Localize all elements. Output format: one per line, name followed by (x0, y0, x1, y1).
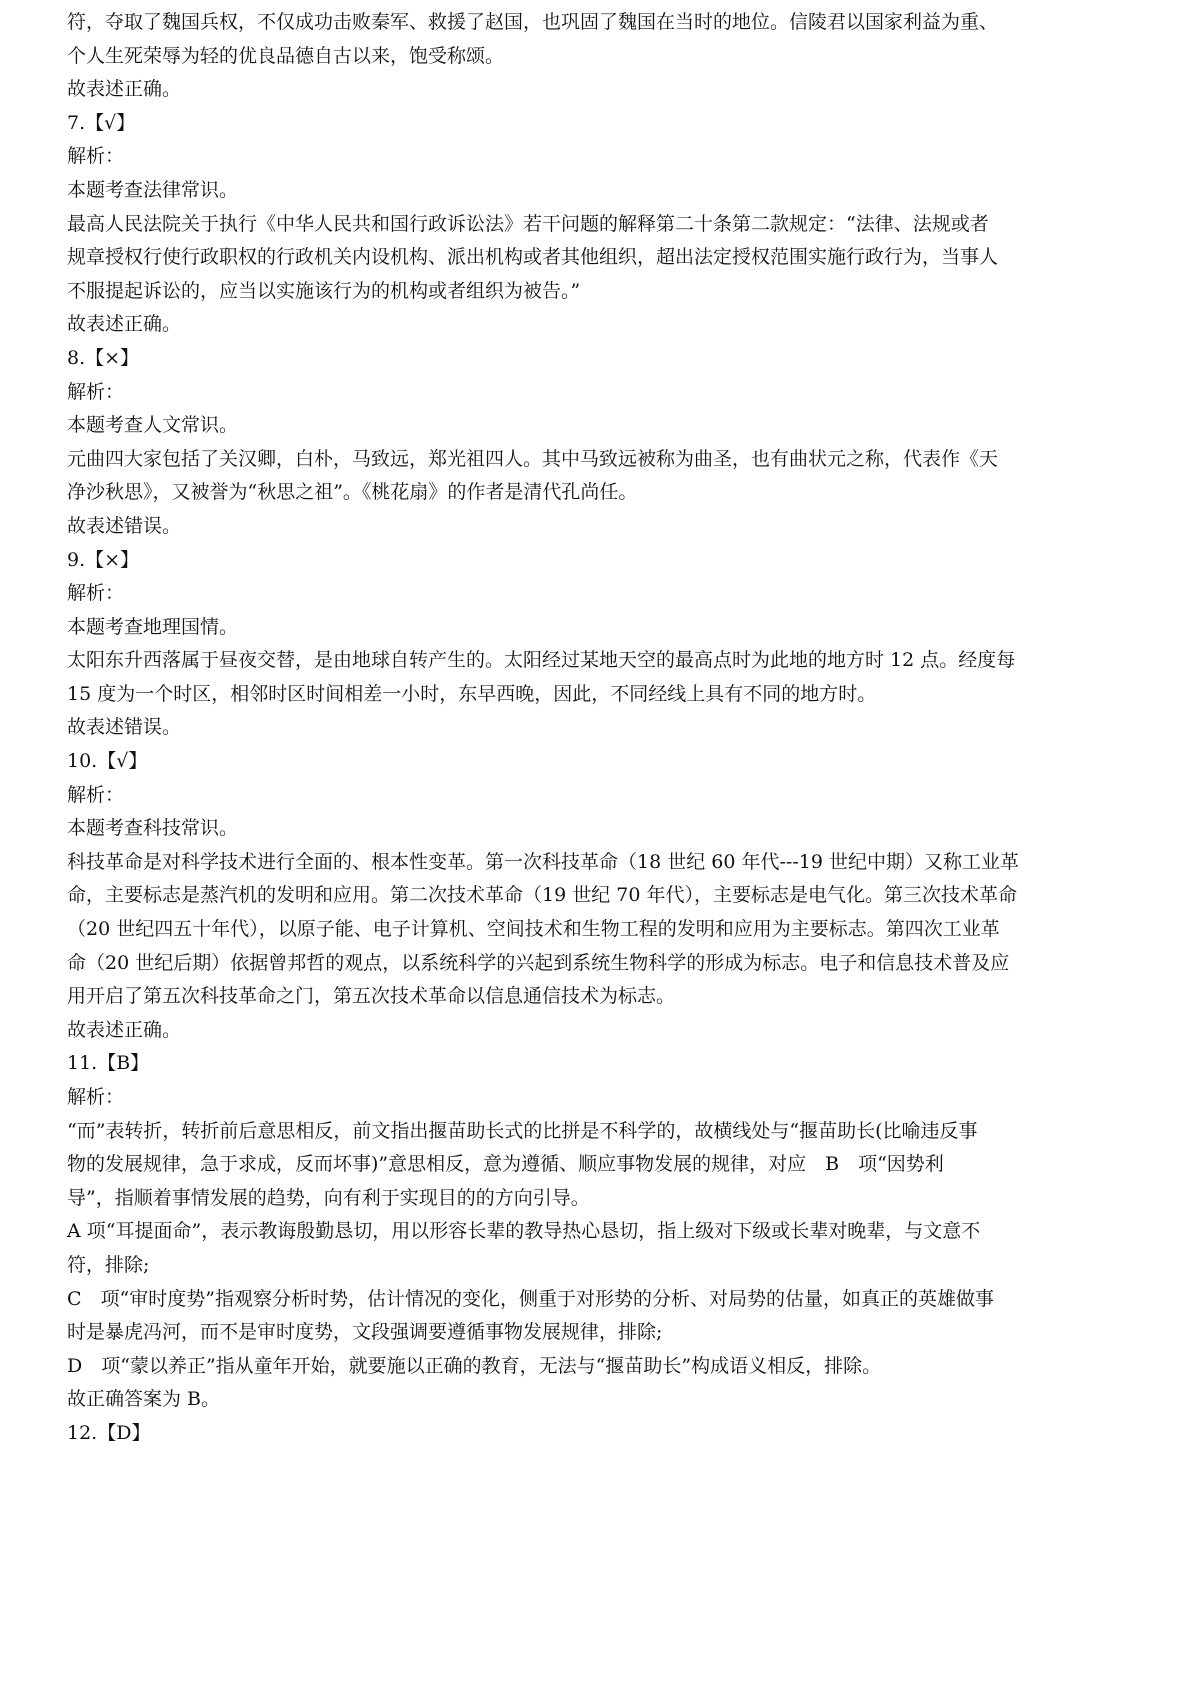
text-line: 本题考查科技常识。 (67, 817, 239, 840)
text-line: A 项“耳提面命”，表示教诲殷勤恳切，用以形容长辈的教导热心恳切，指上级对下级或长辈对晚辈，与文意不 (67, 1220, 981, 1243)
text-line: 太阳东升西落属于昼夜交替，是由地球自转产生的。太阳经过某地天空的最高点时为此地的地方时 12 点。经度每 (67, 649, 1016, 672)
text-line: 最高人民法院关于执行《中华人民共和国行政诉讼法》若干问题的解释第二十条第二款规定：“法律、法规或者 (67, 212, 989, 235)
text-line: 元曲四大家包括了关汉卿，白朴，马致远，郑光祖四人。其中马致远被称为曲圣，也有曲状元之称，代表作《天 (67, 447, 999, 470)
text-line: 本题考查地理国情。 (67, 615, 239, 638)
text-line: 本题考查人文常识。 (67, 414, 239, 437)
text-line: 故表述错误。 (67, 514, 182, 537)
text-line: D 项“蒙以养正”指从童年开始，就要施以正确的教育，无法与“揠苗助长”构成语义相反，排除。 (67, 1354, 882, 1377)
analysis-label: 解析： (67, 1086, 125, 1108)
document-page (67, 6, 1129, 1451)
text-line: 物的发展规律，急于求成，反而坏事)”意思相反，意为遵循、顺应事物发展的规律，对应 B 项“因势利 (67, 1153, 944, 1176)
answer-heading: 11.【B】 (67, 1052, 150, 1075)
text-line: 故表述正确。 (67, 78, 182, 101)
text-line: 命，主要标志是蒸汽机的发明和应用。第二次技术革命（19 世纪 70 年代），主要标志是电气化。第三次技术革命 (67, 884, 1017, 907)
text-line: 命（20 世纪后期）依据曾邦哲的观点，以系统科学的兴起到系统生物科学的形成为标志。电子和信息技术普及应 (67, 951, 1010, 974)
answer-heading: 7.【√】 (67, 111, 136, 134)
text-line: 时是暴虎冯河，而不是审时度势，文段强调要遵循事物发展规律，排除; (67, 1321, 663, 1344)
text-line: 科技革命是对科学技术进行全面的、根本性变革。第一次科技革命（18 世纪 60 年代---19 世纪中期）又称工业革 (67, 850, 1019, 873)
answer-heading: 12.【D】 (67, 1421, 151, 1444)
text-line: 规章授权行使行政职权的行政机关内设机构、派出机构或者其他组织，超出法定授权范围实施行政行为，当事人 (67, 246, 999, 269)
answer-heading: 9.【×】 (67, 548, 140, 571)
text-line: 不服提起诉讼的，应当以实施该行为的机构或者组织为被告。” (67, 279, 581, 302)
analysis-label: 解析： (67, 783, 125, 806)
text-line: （20 世纪四五十年代），以原子能、电子计算机、空间技术和生物工程的发明和应用为主要标志。第四次工业革 (67, 918, 1000, 941)
text-line: 导”，指顺着事情发展的趋势，向有利于实现目的的方向引导。 (67, 1186, 590, 1209)
text-line: 故表述正确。 (67, 1018, 182, 1041)
text-line: 个人生死荣辱为轻的优良品德自古以来，饱受称颂。 (67, 44, 505, 67)
text-line: C 项“审时度势”指观察分析时势，估计情况的变化，侧重于对形势的分析、对局势的估量，如真正的英雄做事 (67, 1287, 994, 1310)
text-line: 故正确答案为 B。 (67, 1388, 221, 1411)
analysis-label: 解析： (67, 145, 125, 168)
text-line: 15 度为一个时区，相邻时区时间相差一小时，东早西晚，因此，不同经线上具有不同的地方时。 (67, 682, 877, 705)
text-line: 本题考查法律常识。 (67, 178, 239, 201)
analysis-label: 解析： (67, 380, 125, 403)
text-line: 故表述正确。 (67, 313, 182, 336)
text-line: “而”表转折，转折前后意思相反，前文指出揠苗助长式的比拼是不科学的，故横线处与“揠苗助长(比喻违反事 (67, 1119, 978, 1142)
analysis-label: 解析： (67, 582, 125, 605)
text-line: 用开启了第五次科技革命之门，第五次技术革命以信息通信技术为标志。 (67, 985, 676, 1008)
answer-heading: 10.【√】 (67, 750, 148, 773)
text-line: 符，夺取了魏国兵权，不仅成功击败秦军、救援了赵国，也巩固了魏国在当时的地位。信陵君以国家利益为重、 (67, 11, 999, 33)
text-line: 净沙秋思》，又被誉为“秋思之祖”。《桃花扇》的作者是清代孔尚任。 (67, 481, 638, 504)
answer-heading: 8.【×】 (67, 346, 140, 369)
text-line: 故表述错误。 (67, 716, 182, 739)
text-line: 符，排除; (67, 1253, 150, 1276)
